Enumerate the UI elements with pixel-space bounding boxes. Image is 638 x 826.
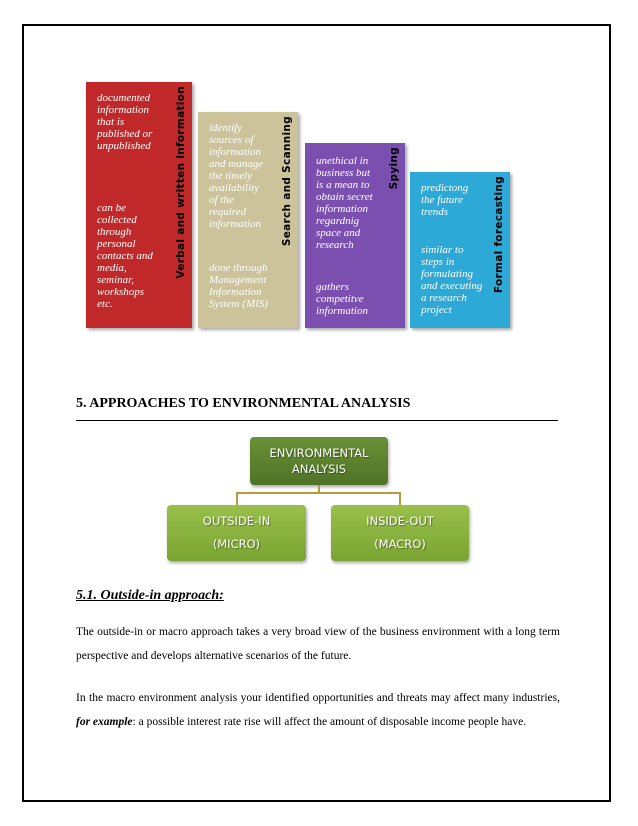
card-formal-forecasting xyxy=(410,172,510,328)
card-formal-forecasting-top-text: predictong the future trends xyxy=(421,182,469,218)
paragraph-2-text-end: : a possible interest rate rise will affect the amount of disposable income people have. xyxy=(132,716,527,728)
section-heading: 5. APPROACHES TO ENVIRONMENTAL ANALYSIS xyxy=(76,396,411,411)
diagram-connector-right xyxy=(399,492,401,505)
diagram-node-inside-out: INSIDE-OUT (MACRO) xyxy=(331,505,469,561)
card-verbal-written-label: Verbal and written information xyxy=(175,86,187,279)
card-spying-label: Spying xyxy=(388,147,400,190)
card-search-scanning xyxy=(198,112,298,328)
card-formal-forecasting-bottom-text: similar to steps in formulating and executing a research project xyxy=(421,244,483,316)
subsection-heading: 5.1. Outside-in approach: xyxy=(76,588,224,603)
card-search-scanning-label: Search and Scanning xyxy=(281,116,293,247)
diagram-connector-horizontal xyxy=(236,492,401,494)
paragraph-2-emphasis: for example xyxy=(76,716,133,728)
card-search-scanning-top-text: identify sources of information and manage the timely availability of the required information xyxy=(209,122,264,230)
diagram-connector-left xyxy=(236,492,238,505)
card-verbal-written xyxy=(86,82,192,328)
card-search-scanning-bottom-text: done through Management Information System (MIS) xyxy=(209,262,268,310)
card-verbal-written-bottom-text: can be collected through personal contacts and media, seminar, workshops etc. xyxy=(97,202,153,310)
card-spying-bottom-text: gathers competitve information xyxy=(316,281,368,317)
section-divider xyxy=(76,420,558,421)
card-formal-forecasting-label: Formal forecasting xyxy=(493,176,505,294)
card-verbal-written-top-text: documented information that is published or unpublished xyxy=(97,92,153,152)
card-spying xyxy=(305,143,405,328)
paragraph-2-text-start: In the macro environment analysis your identified opportunities and threats may affect many industries, xyxy=(76,692,560,704)
paragraph-2 xyxy=(76,686,560,734)
diagram-root-environmental-analysis: ENVIRONMENTAL ANALYSIS xyxy=(250,437,388,485)
paragraph-1: The outside-in or macro approach takes a very broad view of the business environment with a long term perspective and develops alternative scenarios of the future. xyxy=(76,626,560,662)
diagram-node-outside-in: OUTSIDE-IN (MICRO) xyxy=(167,505,306,561)
card-spying-top-text: unethical in business but is a mean to obtain secret information regardnig space and research xyxy=(316,155,373,251)
